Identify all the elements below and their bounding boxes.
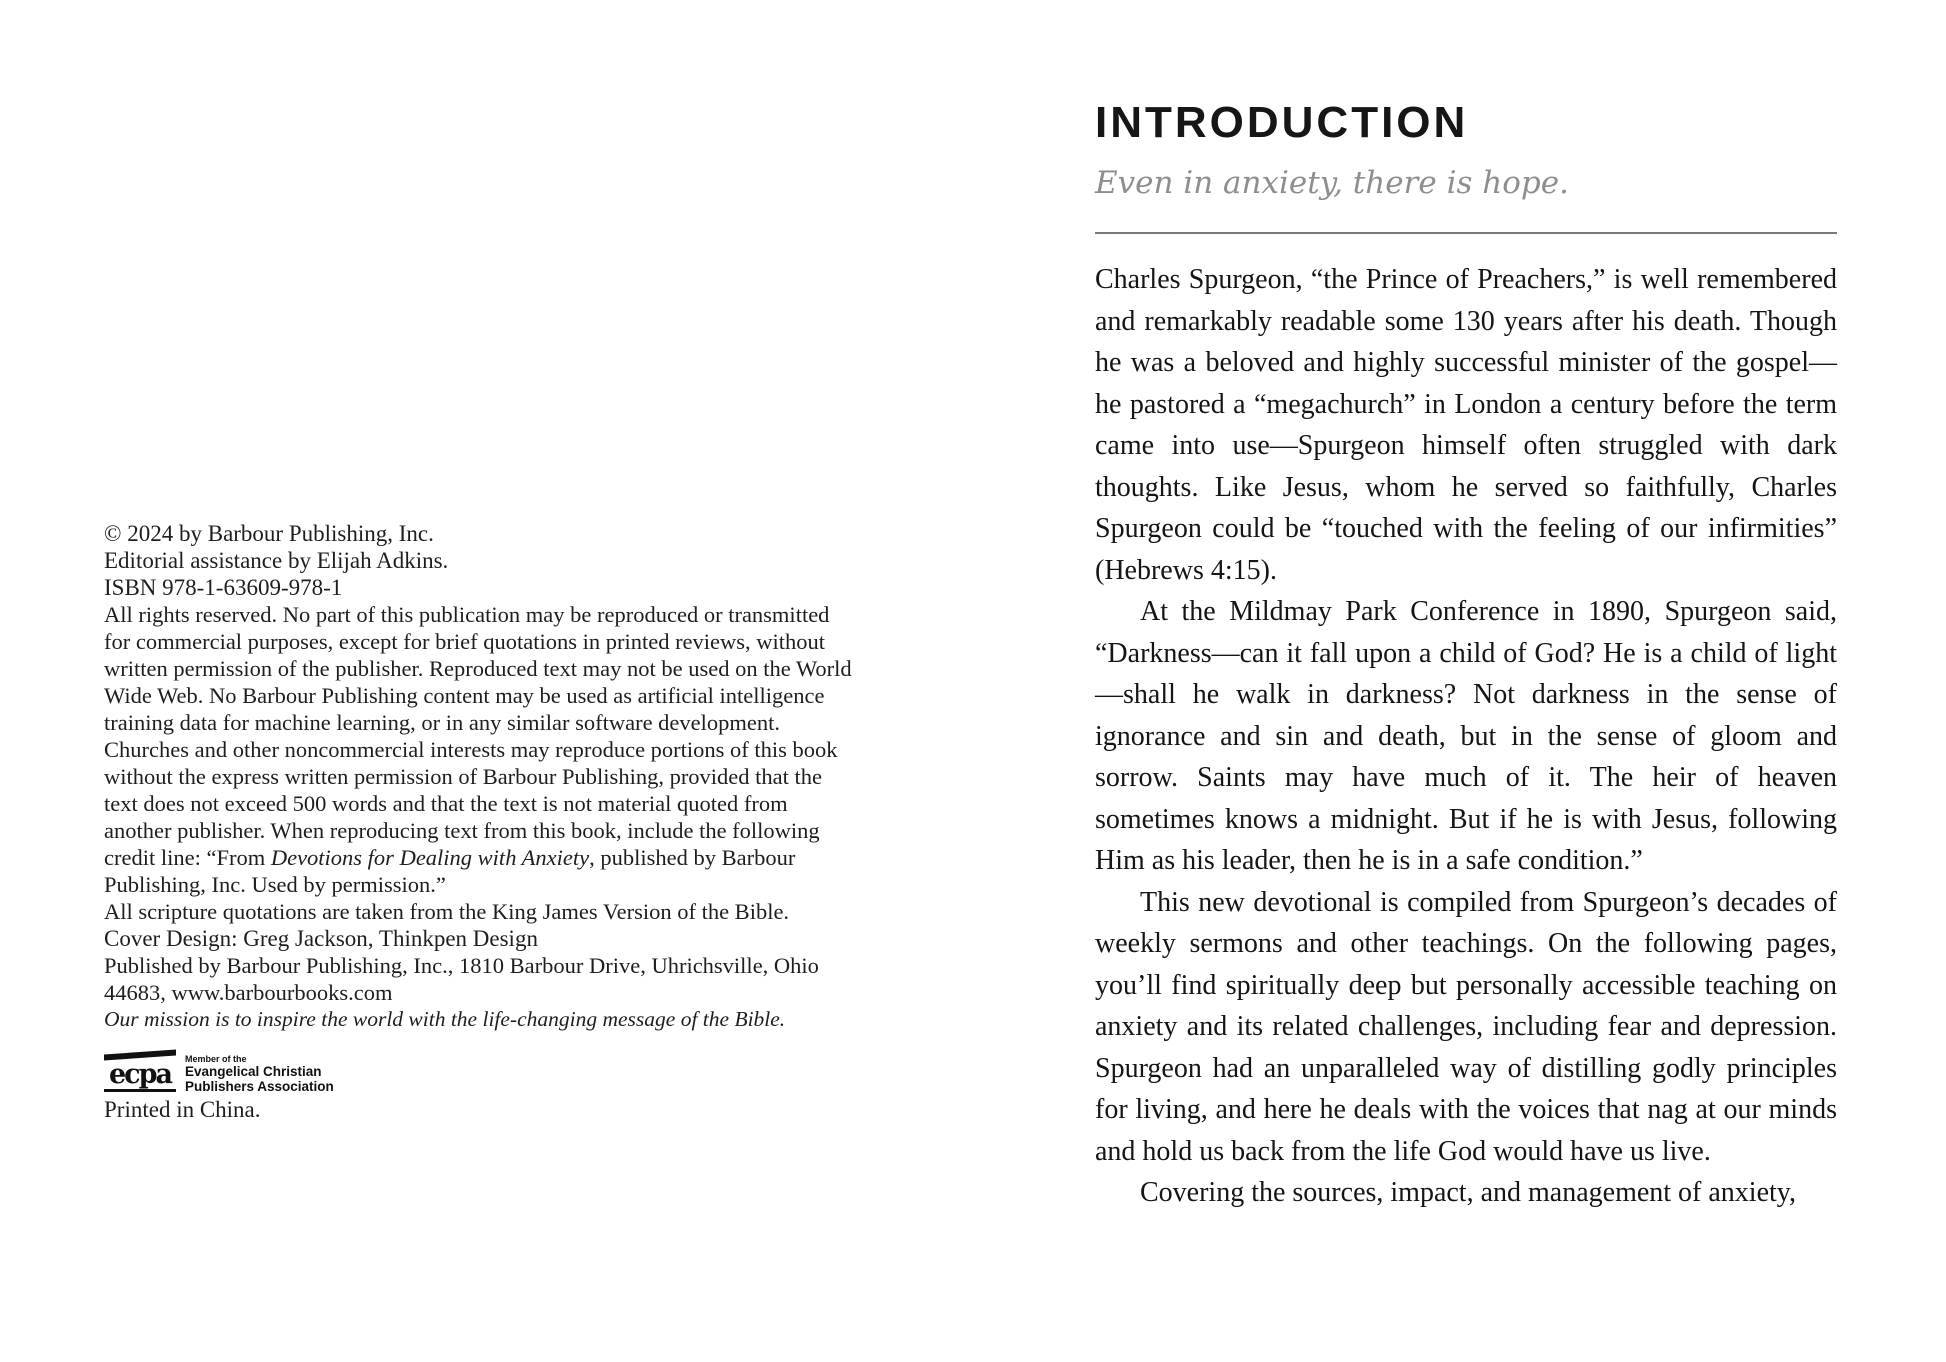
ecpa-logo-text — [185, 1052, 334, 1094]
ecpa-member-line: Member of the — [185, 1054, 247, 1064]
ecpa-logo — [104, 1052, 852, 1096]
introduction-body — [1095, 259, 1837, 1214]
churches-text-post: , published by Barbour Publishing, Inc. Used by permission.” — [104, 845, 796, 897]
editorial-line: Editorial assistance by Elijah Adkins. — [104, 548, 449, 573]
churches-paragraph — [104, 736, 852, 898]
ecpa-association-line-2: Publishers Association — [185, 1079, 334, 1094]
churches-text-pre: Churches and other noncommercial interests may reproduce portions of this book without the express written permission of Barbour Publishing, provided that the text does not exceed 500 words and that the text is not material quoted from another publisher. When reproducing text from this book, include the following credit line: “From — [104, 737, 838, 870]
printed-in-line: Printed in China. — [104, 1097, 261, 1122]
intro-paragraph-3: This new devotional is compiled from Spurgeon’s decades of weekly sermons and other teachings. On the following pages, you’ll find spiritually deep but personally accessible teaching on anxiety and its related challenges, including fear and depression. Spurgeon had an unparalleled way of distilling godly principles for living, and here he deals with the voices that nag at our minds and hold us back from the life God would have us live. — [1095, 886, 1837, 1167]
copyright-page — [104, 0, 852, 1123]
publisher-address-line: Published by Barbour Publishing, Inc., 1810 Barbour Drive, Uhrichsville, Ohio 44683, www.barbourbooks.com — [104, 953, 819, 1005]
rights-paragraph: All rights reserved. No part of this publication may be reproduced or transmitted for commercial purposes, except for brief quotations in printed reviews, without written permission of the publisher. Reproduced text may not be used on the World Wide Web. No Barbour Publishing content may be used as artificial intelligence training data for machine learning, or in any similar software development. — [104, 602, 852, 735]
mission-statement: Our mission is to inspire the world with the life-changing message of the Bible. — [104, 1007, 786, 1031]
scripture-note: All scripture quotations are taken from the King James Version of the Bible. — [104, 899, 790, 924]
page-subtitle: Even in anxiety, there is hope. — [1095, 165, 1569, 201]
page-title: INTRODUCTION — [1095, 98, 1469, 147]
intro-paragraph-2: At the Mildmay Park Conference in 1890, Spurgeon said, “Darkness—can it fall upon a child of God? He is a child of light—shall he walk in darkness? Not darkness in the sense of ignorance and sin and death, but in the sense of gloom and sorrow. Saints may have much of it. The heir of heaven sometimes knows a midnight. But if he is with Jesus, following Him as his leader, then he is in a safe condition.” — [1095, 596, 1837, 876]
isbn-line: ISBN 978-1-63609-978-1 — [104, 575, 343, 600]
book-title-italic: Devotions for Dealing with Anxiety — [270, 845, 590, 870]
intro-paragraph-1: Charles Spurgeon, “the Prince of Preachers,” is well remembered and remarkably readable some 130 years after his death. Though he was a beloved and highly successful minister of the gospel—he pastored a “megachurch” in London a century before the term came into use—Spurgeon himself often struggled with dark thoughts. Like Jesus, whom he served so faithfully, Charles Spurgeon could be “touched with the feeling of our infirmities” (Hebrews 4:15). — [1095, 264, 1837, 586]
copyright-line: © 2024 by Barbour Publishing, Inc. — [104, 521, 434, 546]
ecpa-logo-mark: ecpa — [104, 1052, 176, 1092]
cover-design-line: Cover Design: Greg Jackson, Thinkpen Design — [104, 926, 538, 951]
ecpa-association-line-1: Evangelical Christian — [185, 1064, 322, 1079]
divider-rule — [1095, 232, 1837, 234]
introduction-page — [1095, 0, 1837, 1214]
intro-paragraph-4: Covering the sources, impact, and management of anxiety, — [1140, 1177, 1796, 1208]
